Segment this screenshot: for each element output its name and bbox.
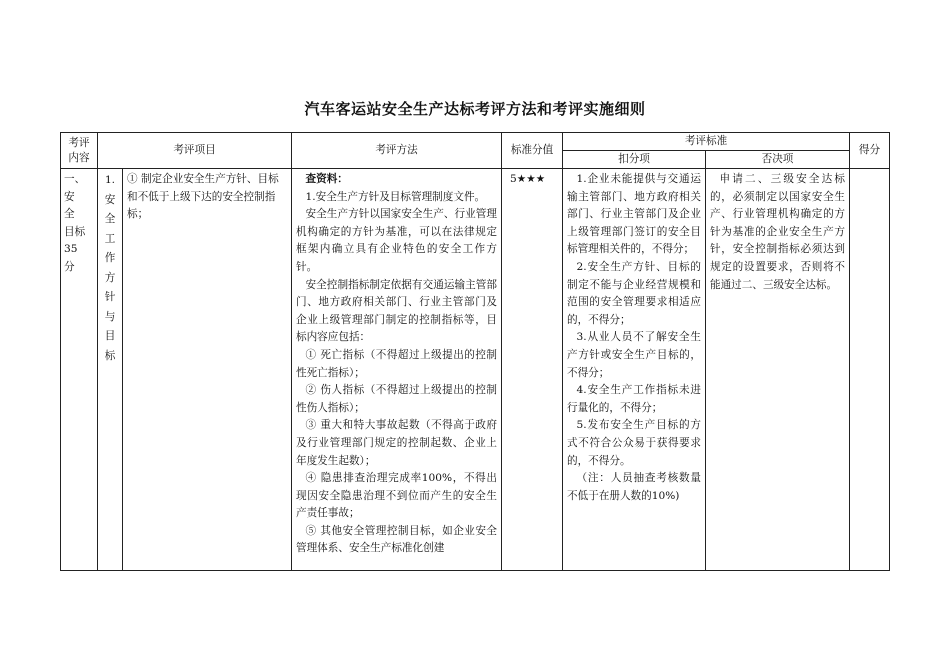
method-paragraph: ② 伤人指标（不得超过上级提出的控制性伤人指标）； [296, 384, 497, 414]
score-cell [502, 169, 563, 571]
content-line: 35 [64, 243, 78, 256]
content-line: 分 [64, 260, 75, 273]
method-heading: 查资料： [305, 173, 348, 185]
result-cell [850, 169, 890, 571]
score-value: 5★★★ [510, 173, 546, 185]
method-paragraph: 1.安全生产方针及目标管理制度文件。 [305, 190, 486, 203]
deduct-cell [563, 169, 706, 571]
header-standard: 考评标准 [563, 133, 850, 151]
method-paragraph: 安全生产方针以国家安全生产、行业管理机构确定的方针为基准，可以在法律规定框架内确立具有企业特色的安全工作方针。 [296, 208, 497, 273]
deduct-item: 3.从业人员不了解安全生产方针或安全生产目标的，不得分； [567, 331, 701, 379]
item-number-line: 标 [104, 349, 116, 362]
header-item: 考评项目 [98, 133, 292, 169]
item-number-cell [98, 169, 123, 571]
item-text: ① 制定企业安全生产方针、目标和不低于上级下达的安全控制指标； [127, 173, 279, 221]
header-result: 得分 [850, 133, 890, 169]
deduct-item: 1.企业未能提供与交通运输主管部门、地方政府相关部门、行业主管部门及企业上级管理部门签订的安全目标管理相关件的，不得分； [567, 173, 701, 256]
header-score: 标准分值 [502, 133, 563, 169]
page-title: 汽车客运站安全生产达标考评方法和考评实施细则 [304, 100, 646, 118]
item-number-line: 工 [104, 232, 116, 245]
deduct-note: （注：人员抽查考核数量不低于在册人数的10%) [567, 472, 701, 502]
result-value [850, 169, 889, 171]
content-line: 一、 [64, 173, 86, 185]
method-paragraph: ③ 重大和特大事故起数（不得高于政府及行业管理部门规定的控制起数、企业上年度发生起数）； [296, 419, 497, 467]
method-paragraph: ⑤ 其他安全管理控制目标，如企业安全管理体系、安全生产标准化创建 [296, 524, 497, 555]
item-number-line: 方 [104, 271, 116, 284]
item-cell [123, 169, 292, 571]
deduct-item: 2.安全生产方针、目标的制定不能与企业经营规模和范围的安全管理要求相适应的，不得分； [567, 260, 701, 326]
content-line: 安全 [64, 190, 81, 221]
veto-text: 申请二、三级安全达标的，必须制定以国家安全生产、行业管理机构确定的方针为基准的企业安全生产方针，安全控制指标必须达到规定的设置要求，否则将不能通过二、三级安全达标。 [710, 173, 845, 291]
header-veto: 否决项 [706, 151, 850, 169]
item-number-line: 作 [104, 252, 116, 264]
item-number-line: 安 [104, 193, 116, 206]
item-number-line: 1. [104, 174, 116, 186]
evaluation-table [60, 132, 890, 571]
deduct-item: 5.发布安全生产目标的方式不符合公众易于获得要求的，不得分。 [567, 419, 701, 467]
item-number-line: 目 [104, 330, 116, 342]
header-method: 考评方法 [292, 133, 502, 169]
item-number-line: 针 [104, 291, 116, 303]
method-cell [292, 169, 502, 571]
item-number-line: 全 [104, 213, 116, 225]
method-paragraph: ④ 隐患排查治理完成率100%，不得出现因安全隐患治理不到位而产生的安全生产责任事故； [296, 472, 497, 520]
content-cell [61, 169, 98, 571]
method-paragraph: ① 死亡指标（不得超过上级提出的控制性死亡指标）； [296, 348, 497, 379]
content-line: 目标 [64, 225, 86, 238]
method-paragraph: 安全控制指标制定依据有交通运输主管部门、地方政府相关部门、行业主管部门及企业上级管理部门制定的控制指标等，目标内容应包括： [296, 278, 497, 344]
header-content: 考评内容 [61, 133, 98, 169]
veto-cell [706, 169, 850, 571]
header-deduct: 扣分项 [563, 151, 706, 169]
item-number-line: 与 [104, 310, 116, 323]
deduct-item: 4.安全生产工作指标未进行量化的，不得分； [567, 384, 701, 414]
